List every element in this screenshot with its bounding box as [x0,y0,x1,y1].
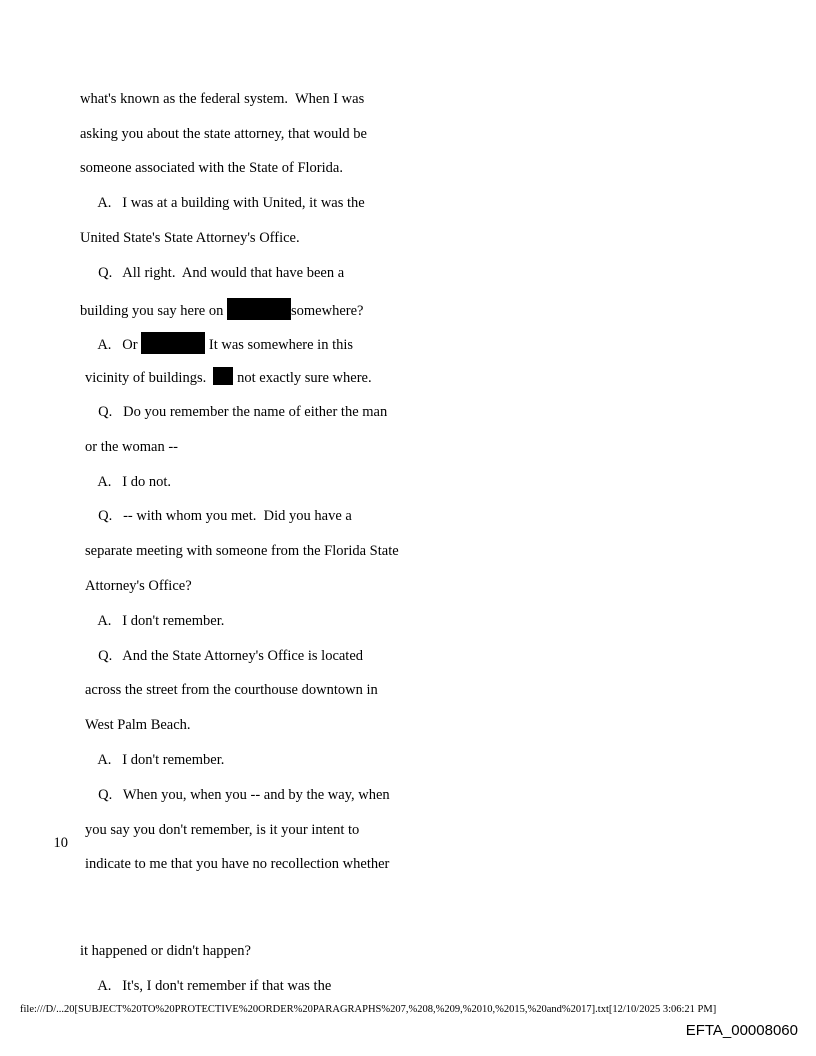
line-text: United State's State Attorney's Office. [80,230,300,246]
redaction-box [141,332,205,354]
line-text-part: building you say here on [80,303,227,319]
transcript-line [0,49,365,107]
line-text: what's known as the federal system. When I was [80,91,365,107]
line-text: A. It's, I don't remember if that was the [80,978,332,994]
line-text [80,298,363,321]
line-text: Q. All right. And would that have been a [80,265,345,281]
line-text: A. I was at a building with United, it was the [80,195,365,211]
line-text [80,332,353,355]
line-text: Q. -- with whom you met. Did you have a [80,508,352,524]
line-text: A. I do not. [80,474,172,490]
line-text: it happened or didn't happen? [80,943,251,959]
line-text-part: A. Or [80,337,142,353]
line-text: across the street from the courthouse downtown in [85,682,378,698]
line-text: asking you about the state attorney, that would be [80,126,367,142]
transcript-line [0,675,191,733]
line-text: A. I don't remember. [80,752,225,768]
document-id: EFTA_00008060 [685,1022,798,1039]
line-text: separate meeting with someone from the Florida State [85,543,399,559]
line-text: Q. When you, when you -- and by the way, when [80,787,390,803]
line-text [85,367,372,388]
line-text: or the woman -- [85,439,179,455]
redaction-box [213,367,233,385]
line-text-part: not exactly sure where. [233,370,372,386]
line-text-part: somewhere? [291,303,364,319]
transcript-line [0,901,251,959]
line-text: Attorney's Office? [85,578,192,594]
line-text: you say you don't remember, is it your intent to [85,822,360,838]
file-path-footer: file:///D/...20[SUBJECT%20TO%20PROTECTIVE%20ORDER%20PARAGRAPHS%207,%208,%209,%2010,%2015,%20and%2017].txt[12/10/2025 3:06:21 PM] [20,1004,717,1015]
line-text: West Palm Beach. [85,717,191,733]
page-number: 10 [53,835,68,851]
transcript-line [0,536,192,594]
line-text: indicate to me that you have no recollection whether [85,856,390,872]
line-text: A. I don't remember. [80,613,225,629]
transcript-line [0,397,179,455]
line-text: Q. Do you remember the name of either the man [80,404,388,420]
line-text-part: vicinity of buildings. [85,370,214,386]
line-text-part: It was somewhere in this [205,337,354,353]
line-text: someone associated with the State of Florida. [80,160,343,176]
redaction-box [227,298,291,320]
line-text: Q. And the State Attorney's Office is located [80,648,364,664]
